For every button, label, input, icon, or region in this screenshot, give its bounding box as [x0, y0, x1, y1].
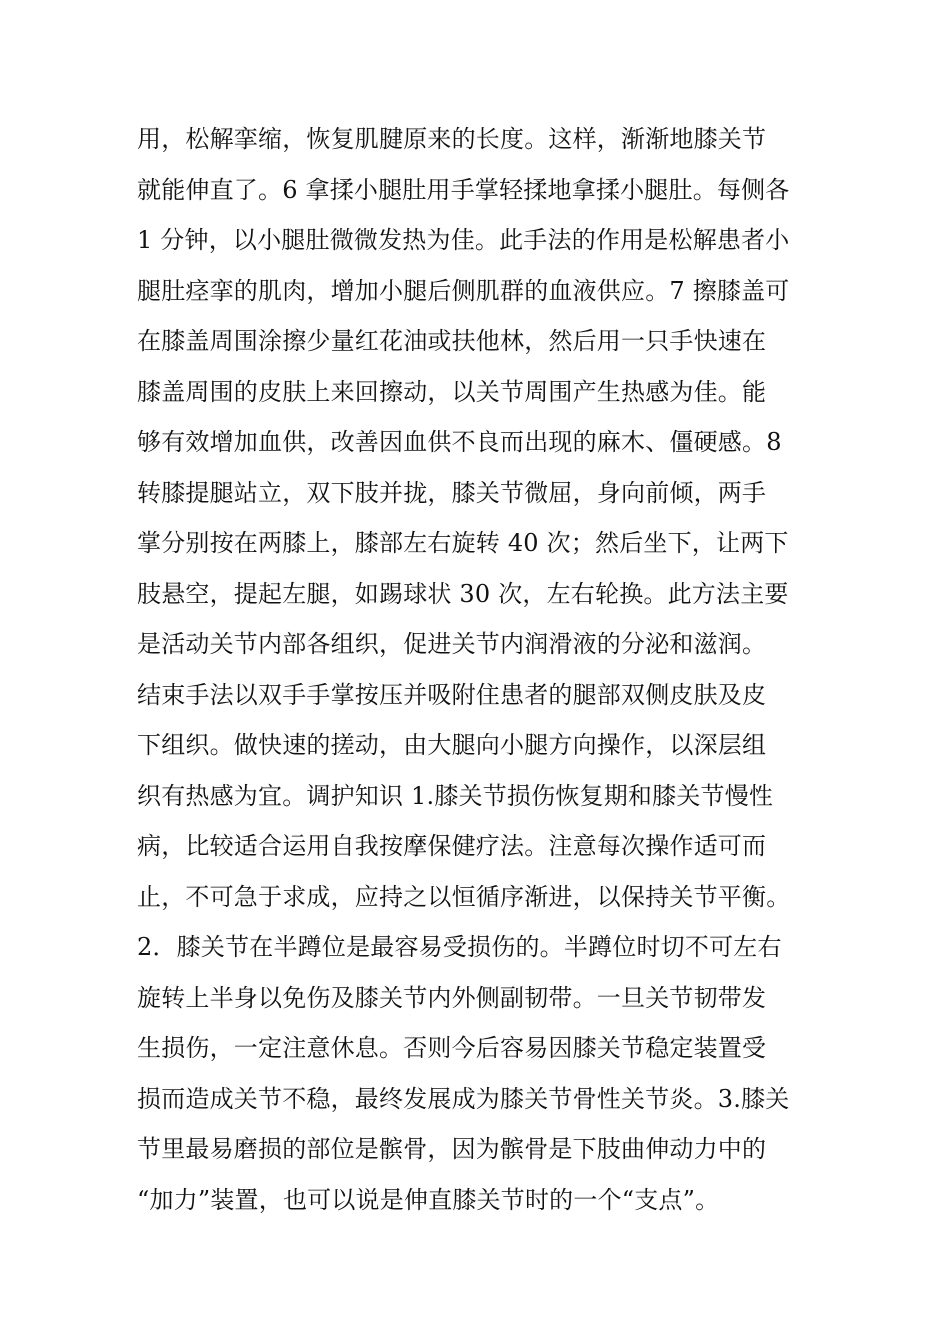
text-line: 腿肚痉挛的肌肉，增加小腿后侧肌群的血液供应。7 擦膝盖可	[137, 276, 790, 305]
text-line: 就能伸直了。6 拿揉小腿肚用手掌轻揉地拿揉小腿肚。每侧各	[137, 175, 790, 204]
text-line: 损而造成关节不稳，最终发展成为膝关节骨性关节炎。3.膝关	[137, 1084, 790, 1113]
text-line: 在膝盖周围涂擦少量红花油或扶他林，然后用一只手快速在	[137, 327, 767, 355]
body-text	[137, 114, 827, 1225]
text-line: 止，不可急于求成，应持之以恒循序渐进，以保持关节平衡。	[137, 882, 791, 911]
text-line: “加力”装置，也可以说是伸直膝关节时的一个“支点”。	[137, 1185, 720, 1214]
text-line: 掌分别按在两膝上，膝部左右旋转 40 次；然后坐下，让两下	[137, 529, 789, 557]
text-line: 下组织。做快速的搓动，由大腿向小腿方向操作，以深层组	[137, 731, 767, 759]
text-line: 2．膝关节在半蹲位是最容易受损伤的。半蹲位时切不可左右	[137, 933, 782, 961]
text-line: 肢悬空，提起左腿，如踢球状 30 次，左右轮换。此方法主要	[137, 579, 789, 608]
text-line: 节里最易磨损的部位是髌骨，因为髌骨是下肢曲伸动力中的	[137, 1135, 767, 1163]
text-line: 织有热感为宜。调护知识 1.膝关节损伤恢复期和膝关节慢性	[137, 781, 774, 810]
text-line: 旋转上半身以免伤及膝关节内外侧副韧带。一旦关节韧带发	[137, 983, 767, 1012]
text-line: 膝盖周围的皮肤上来回擦动，以关节周围产生热感为佳。能	[137, 377, 767, 406]
text-line: 够有效增加血供，改善因血供不良而出现的麻木、僵硬感。8	[137, 428, 782, 456]
text-line: 生损伤，一定注意休息。否则今后容易因膝关节稳定装置受	[137, 1034, 767, 1062]
text-line: 用，松解挛缩，恢复肌腱原来的长度。这样，渐渐地膝关节	[137, 125, 767, 153]
text-line: 转膝提腿站立，双下肢并拢，膝关节微屈，身向前倾，两手	[137, 478, 767, 507]
text-line: 结束手法以双手手掌按压并吸附住患者的腿部双侧皮肤及皮	[137, 680, 767, 709]
text-line: 病，比较适合运用自我按摩保健疗法。注意每次操作适可而	[137, 832, 767, 860]
text-line: 1 分钟，以小腿肚微微发热为佳。此手法的作用是松解患者小	[137, 226, 790, 254]
text-line: 是活动关节内部各组织，促进关节内润滑液的分泌和滋润。	[137, 630, 767, 658]
